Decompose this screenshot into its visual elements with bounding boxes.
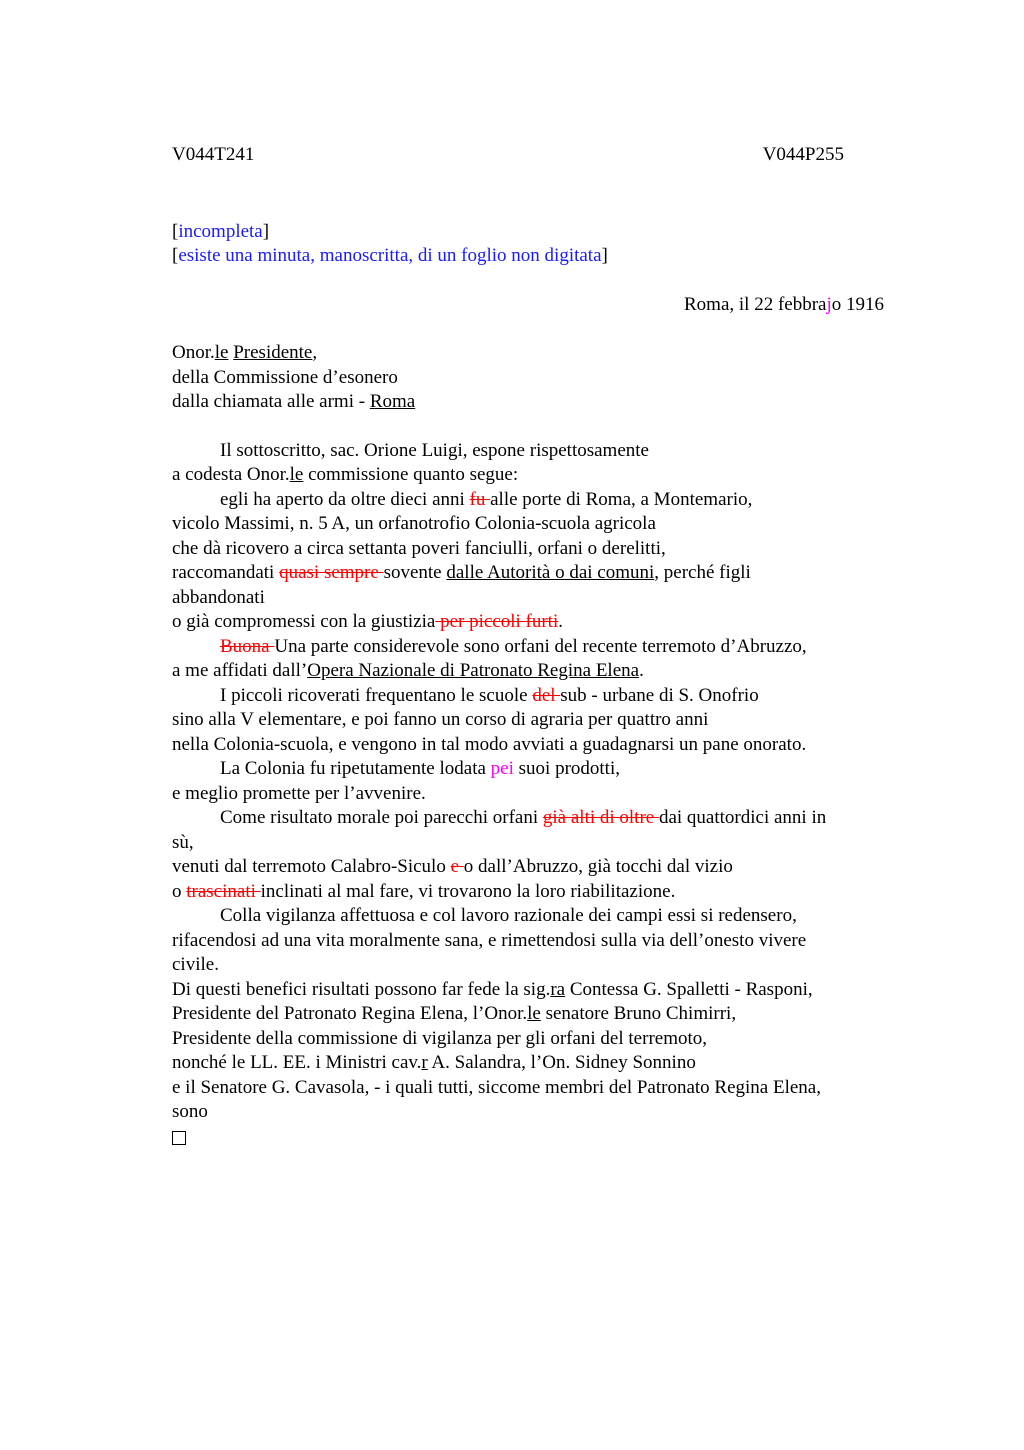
body-line: La Colonia fu ripetutamente lodata pei suoi prodotti, [220,758,620,779]
note-manuscript: [esiste una minuta, manoscritta, di un foglio non digitata] [172,245,608,266]
note-status: incompleta [178,220,263,242]
body-line: I piccoli ricoverati frequentano le scuole del sub - urbane di S. Onofrio [220,684,759,706]
body-line: vicolo Massimi, n. 5 A, un orfanotrofio Colonia-scuola agricola [172,513,656,534]
page-end-box-icon [172,1125,884,1153]
body-line: venuti dal terremoto Calabro-Siculo e o dall’Abruzzo, già tocchi dal vizio [172,856,733,877]
body-line: nonché le LL. EE. i Ministri cav.r A. Salandra, l’On. Sidney Sonnino [172,1052,696,1073]
body-line: o già compromessi con la giustizia per piccoli furti. [172,611,563,632]
body-line: sù, [172,831,194,853]
body-line: che dà ricovero a circa settanta poveri fanciulli, orfani o derelitti, [172,537,666,559]
address-line-2: della Commissione d’esonero [172,366,398,388]
body-line: raccomandati quasi sempre sovente dalle Autorità o dai comuni, perché figli [172,562,751,583]
note-manuscript-text: esiste una minuta, manoscritta, di un foglio non digitata [178,245,602,266]
body-line: nella Colonia-scuola, e vengono in tal modo avviati a guadagnarsi un pane onorato. [172,733,807,755]
body-line: Il sottoscritto, sac. Orione Luigi, espone rispettosamente [220,439,649,461]
body-line: Presidente del Patronato Regina Elena, l’Onor.le senatore Bruno Chimirri, [172,1003,737,1024]
body-line: a me affidati dall’Opera Nazionale di Patronato Regina Elena. [172,660,644,681]
body-line: sino alla V elementare, e poi fanno un corso di agraria per quattro anni [172,709,709,730]
body-line: e meglio promette per l’avvenire. [172,782,426,804]
document-codes [172,143,844,168]
note-incompleta: [incompleta] [172,220,270,242]
address-line-3: dalla chiamata alle armi - Roma [172,391,416,412]
letter-date: Roma, il 22 febbrajo 1916 [684,293,884,315]
body-line: Buona Una parte considerevole sono orfani del recente terremoto d’Abruzzo, [220,635,807,657]
address-line-1: Onor.le Presidente, [172,342,318,363]
letter-page [172,143,884,1152]
body-line: Colla vigilanza affettuosa e col lavoro razionale dei campi essi si redensero, [220,905,797,926]
date-correction: j [826,293,832,315]
body-line: Presidente della commissione di vigilanza per gli orfani del terremoto, [172,1027,708,1049]
body-line: a codesta Onor.le commissione quanto segue: [172,464,519,485]
body-line: o trascinati inclinati al mal fare, vi trovarono la loro riabilitazione. [172,880,676,902]
code-left: V044T241 [172,144,255,165]
body-line: sono [172,1101,208,1122]
body-line: civile. [172,954,219,975]
body-line: Di questi benefici risultati possono far fede la sig.ra Contessa G. Spalletti - Rasponi, [172,978,813,1000]
body-line: Come risultato morale poi parecchi orfani già alti di oltre dai quattordici anni in [220,807,827,828]
code-right: V044P255 [762,144,844,165]
body-line: e il Senatore G. Cavasola, - i quali tutti, siccome membri del Patronato Regina Elena, [172,1076,821,1098]
body-line: rifacendosi ad una vita moralmente sana, e rimettendosi sulla via dell’onesto vivere [172,929,807,951]
body-line: egli ha aperto da oltre dieci anni fu alle porte di Roma, a Montemario, [220,488,753,510]
body-line: abbandonati [172,586,265,608]
